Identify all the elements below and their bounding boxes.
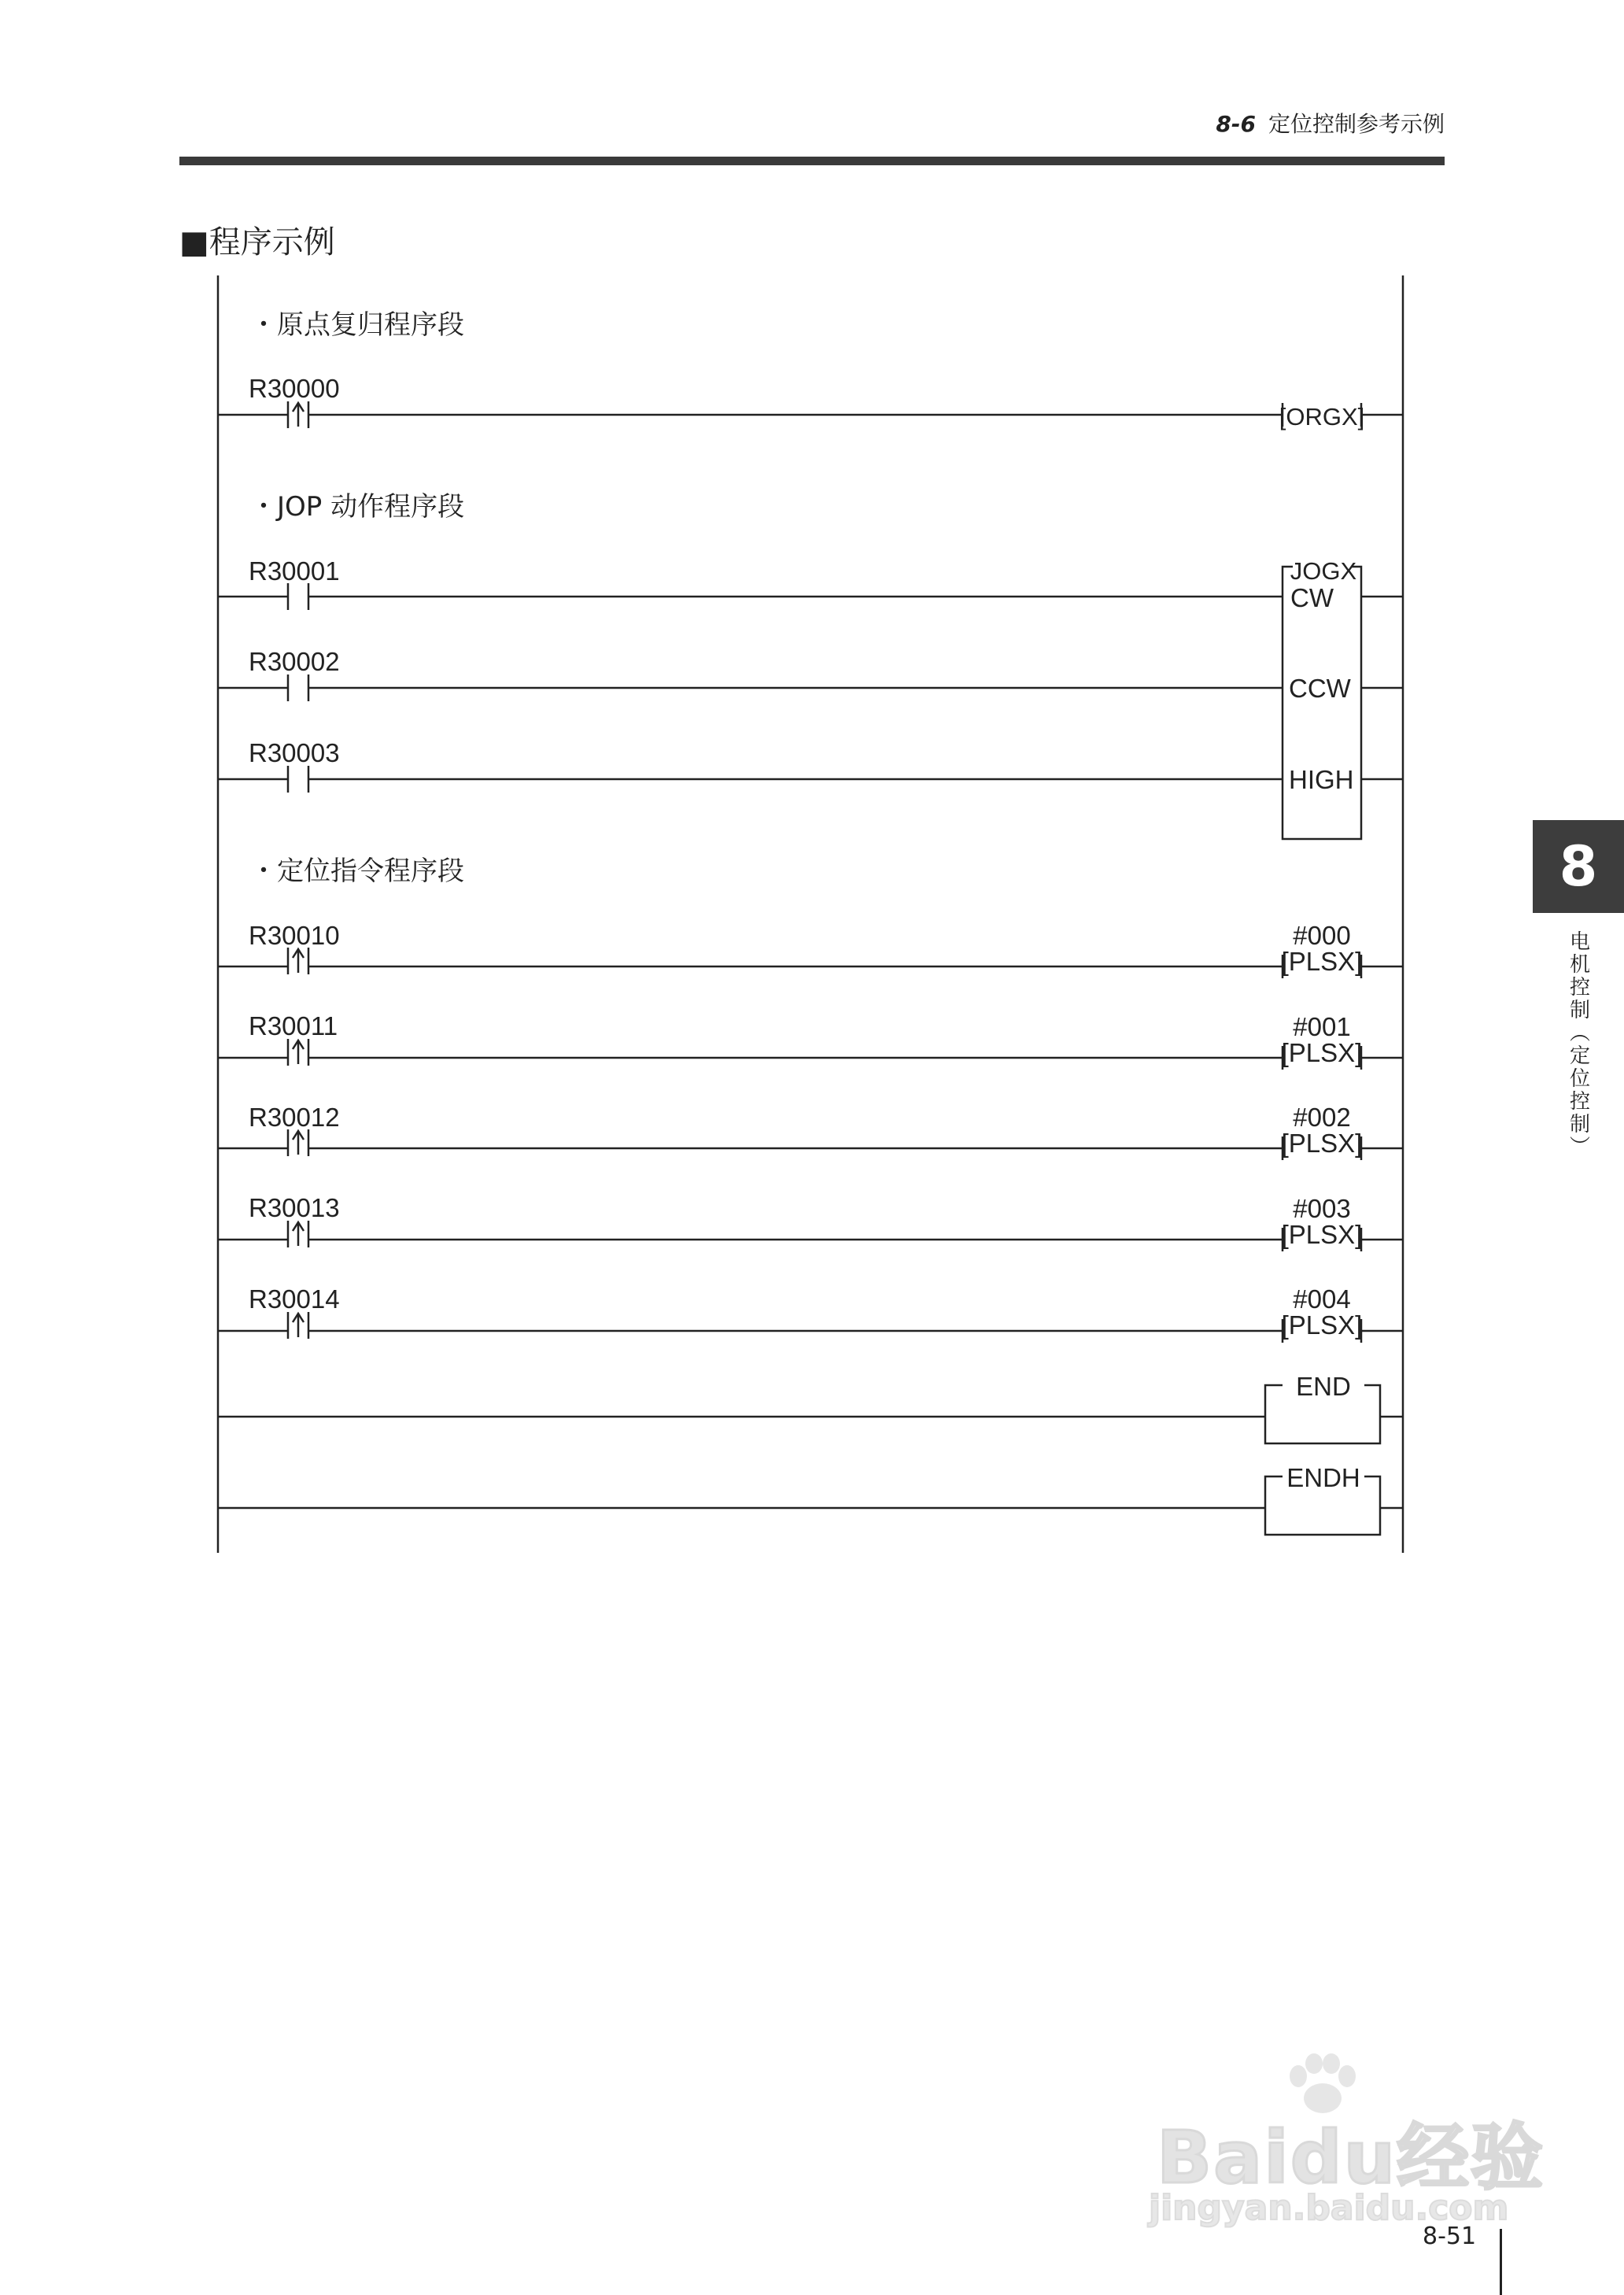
- instruction-plsx: [PLSX]: [1281, 1220, 1363, 1249]
- instruction-plsx: [PLSX]: [1281, 947, 1363, 976]
- instruction-operand: #002: [1293, 1103, 1351, 1132]
- chapter-tab: 8: [1533, 820, 1624, 913]
- contact-address: R30012: [249, 1103, 340, 1132]
- instruction-plsx: [PLSX]: [1281, 1038, 1363, 1067]
- header-section-number: 8-6: [1216, 111, 1256, 137]
- instruction-plsx: [PLSX]: [1281, 1129, 1363, 1158]
- group-heading-positioning: ・定位指令程序段: [250, 856, 464, 887]
- instruction-end: END: [1296, 1372, 1351, 1401]
- watermark-url: jingyan.baidu.com: [1149, 2188, 1509, 2228]
- contact-address: R30001: [249, 556, 340, 586]
- instruction-plsx: [PLSX]: [1281, 1310, 1363, 1340]
- chapter-title: [1533, 930, 1624, 1159]
- jogx-input-ccw: CCW: [1289, 674, 1351, 703]
- jogx-input-cw: CW: [1290, 583, 1334, 612]
- jogx-input-high: HIGH: [1289, 765, 1354, 794]
- contact-address: R30010: [249, 921, 340, 950]
- chapter-title-text: 电机控制（定位控制）: [1566, 930, 1590, 1159]
- header-section-title: 定位控制参考示例: [1268, 111, 1445, 137]
- contact-address: R30011: [249, 1011, 338, 1040]
- instruction-endh: ENDH: [1286, 1463, 1360, 1492]
- page-number-rule: [1500, 2229, 1502, 2295]
- page-number: 8-51: [1423, 2223, 1477, 2250]
- watermark-brand: Baidu经验: [1157, 2116, 1545, 2200]
- contact-address: R30014: [249, 1284, 340, 1314]
- instruction-operand: #003: [1293, 1194, 1351, 1223]
- group-heading-jog: ・JOP 动作程序段: [250, 491, 465, 523]
- instruction-operand: #001: [1293, 1012, 1351, 1041]
- group-heading-origin-return: ・原点复归程序段: [250, 309, 464, 341]
- contact-address: R30002: [249, 647, 340, 676]
- watermark: [1149, 2053, 1545, 2230]
- contact-address: R30003: [249, 738, 340, 767]
- instruction-operand: #004: [1293, 1284, 1351, 1314]
- instruction-orgx: [ORGX]: [1279, 403, 1365, 431]
- instruction-operand: #000: [1293, 921, 1351, 950]
- contact-address: R30013: [249, 1193, 340, 1222]
- section-title: ■程序示例: [179, 224, 335, 261]
- contact-address: R30000: [249, 374, 340, 403]
- jogx-block-title: JOGX: [1290, 557, 1357, 585]
